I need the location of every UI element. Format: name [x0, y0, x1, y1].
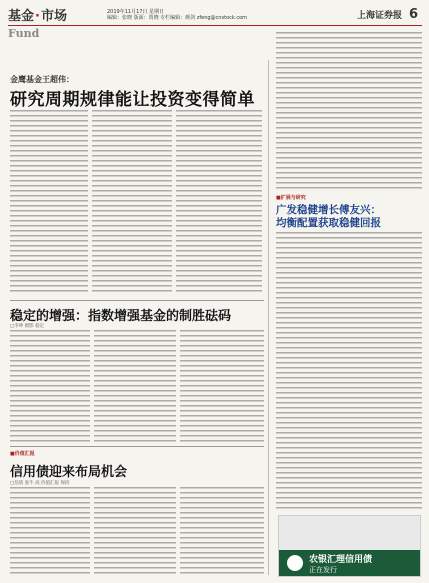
bottom-top-rule — [10, 446, 264, 447]
lead-column-1 — [10, 110, 88, 295]
middle-top-rule — [10, 300, 264, 301]
ad-subtitle: 正在发行 — [309, 565, 337, 574]
fund-label: Fund — [8, 27, 40, 40]
column-divider — [268, 60, 269, 575]
middle-column-2 — [94, 330, 176, 442]
section-subname: 市场 — [40, 9, 67, 24]
lead-kicker: 金鹰基金王超伟： — [10, 75, 74, 84]
right-headline-line1: 广发稳健增长傅友兴： — [276, 204, 381, 216]
issue-date: 2019年11月17日 星期日 — [106, 8, 165, 15]
right-top-text — [276, 32, 422, 190]
bottom-column-2 — [94, 487, 176, 577]
bottom-byline: □信债 张牛 高 价值汇报 保持 — [10, 481, 70, 486]
lead-column-3 — [176, 110, 262, 295]
section-title — [8, 5, 67, 24]
section-name: 基金 — [8, 9, 35, 24]
bottom-article-tag: ■价值汇报 — [10, 451, 35, 457]
middle-byline: □李坤 摄影 稳定 — [10, 324, 45, 329]
right-article-body — [276, 232, 422, 510]
lead-headline: 研究周期规律能让投资变得简单 — [10, 90, 255, 110]
editor-credits: 编辑：张晓 版面：贾晓 专栏编辑：颜剑 zfeng@cnstock.com — [106, 14, 248, 21]
newspaper-name: 上海证券报 — [356, 11, 402, 21]
ad-image — [279, 516, 420, 550]
ad-banner — [279, 550, 420, 576]
bottom-column-1 — [10, 487, 90, 577]
middle-column-3 — [180, 330, 264, 442]
middle-column-1 — [10, 330, 90, 442]
lead-column-2 — [92, 110, 172, 295]
section-separator: · — [35, 9, 40, 24]
masthead-bar — [8, 4, 422, 26]
right-article-headline — [276, 204, 381, 229]
bank-logo-icon — [287, 555, 303, 571]
middle-headline: 稳定的增强：指数增强基金的制胜砝码 — [10, 309, 232, 324]
right-article-tag: ■扩展与研究 — [276, 195, 306, 201]
advertisement — [278, 515, 421, 577]
ad-title: 农银汇理信用债 — [309, 554, 373, 565]
issue-meta — [107, 9, 247, 21]
page-number: 6 — [408, 7, 418, 22]
bottom-headline: 信用债迎来布局机会 — [10, 465, 128, 480]
right-headline-line2: 均衡配置获取稳健回报 — [276, 216, 381, 229]
bottom-column-3 — [180, 487, 264, 577]
